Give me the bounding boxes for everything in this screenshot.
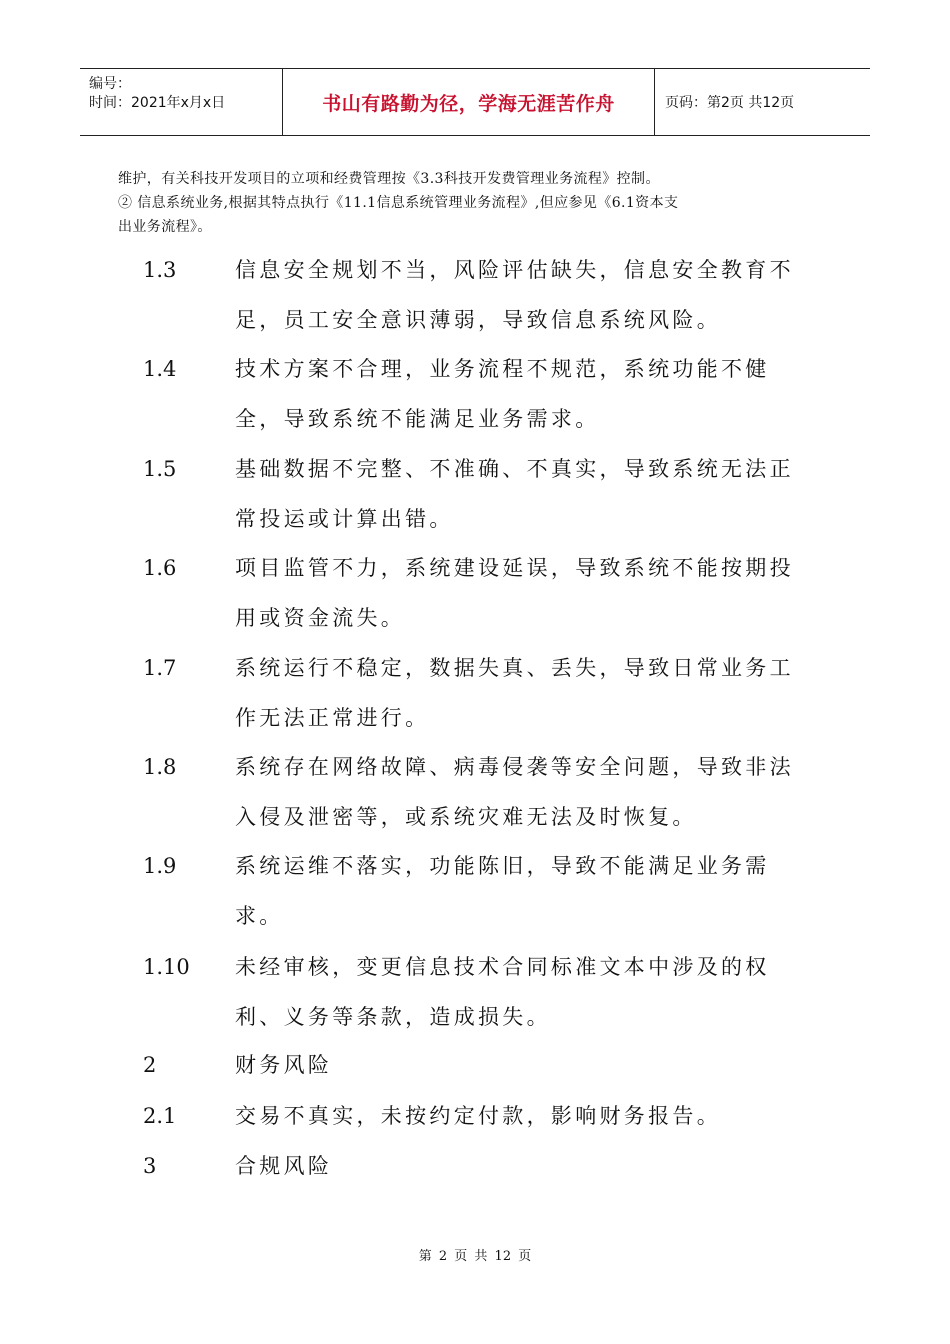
- item-number: 1.10: [143, 955, 190, 979]
- item-text: 技术方案不合理，业务流程不规范，系统功能不健全，导致系统不能满足业务需求。: [235, 357, 770, 431]
- item-number: 2.1: [143, 1104, 177, 1128]
- page-info: 页码：第2页 共12页: [665, 95, 795, 111]
- doc-number-label: 编号：: [89, 76, 131, 92]
- item-number: 1.4: [143, 357, 177, 381]
- intro-line-2: ② 信息系统业务,根据其特点执行《11.1信息系统管理业务流程》,但应参见《6.1资本支: [118, 195, 679, 211]
- item-text: 项目监管不力，系统建设延误，导致系统不能按期投用或资金流失。: [235, 556, 794, 630]
- page-footer: 第 2 页 共 12 页: [418, 1249, 532, 1264]
- item-text: 未经审核，变更信息技术合同标准文本中涉及的权利、义务等条款，造成损失。: [235, 955, 770, 1029]
- item-text: 系统运维不落实，功能陈旧，导致不能满足业务需求。: [235, 854, 770, 928]
- item-number: 1.5: [143, 457, 177, 481]
- item-number: 1.9: [143, 854, 177, 878]
- header-motto-cell: [283, 69, 655, 135]
- item-number: 1.3: [143, 258, 177, 282]
- motto-text: 书山有路勤为径，学海无涯苦作舟: [322, 92, 615, 115]
- item-text: 合规风险: [235, 1154, 333, 1178]
- intro-line-1: 维护，有关科技开发项目的立项和经费管理按《3.3科技开发费管理业务流程》控制。: [118, 171, 660, 187]
- page-header: [80, 68, 870, 136]
- item-number: 1.8: [143, 755, 177, 779]
- intro-line-3: 出业务流程》。: [118, 219, 212, 235]
- item-text: 交易不真实，未按约定付款，影响财务报告。: [235, 1104, 721, 1128]
- header-page-cell: [655, 69, 870, 135]
- item-text: 信息安全规划不当，风险评估缺失，信息安全教育不足，员工安全意识薄弱，导致信息系统风险。: [235, 258, 794, 332]
- item-number: 1.7: [143, 656, 177, 680]
- header-meta-cell: [80, 69, 283, 135]
- item-text: 基础数据不完整、不准确、不真实，导致系统无法正常投运或计算出错。: [235, 457, 794, 531]
- item-text: 财务风险: [235, 1053, 333, 1077]
- item-text: 系统存在网络故障、病毒侵袭等安全问题，导致非法入侵及泄密等，或系统灾难无法及时恢复。: [235, 755, 794, 829]
- item-text: 系统运行不稳定，数据失真、丢失，导致日常业务工作无法正常进行。: [235, 656, 794, 730]
- item-number: 2: [143, 1053, 157, 1077]
- item-number: 3: [143, 1154, 157, 1178]
- item-number: 1.6: [143, 556, 177, 580]
- doc-time-label: 时间：2021年x月x日: [89, 95, 226, 111]
